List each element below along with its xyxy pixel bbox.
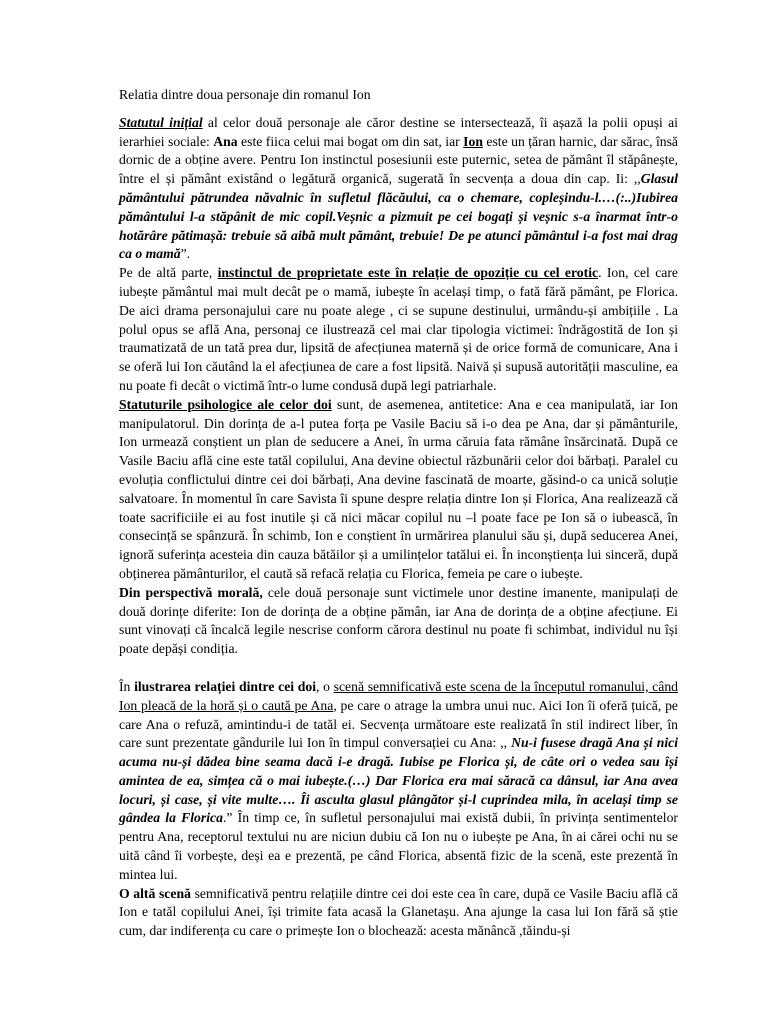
text-run: sunt, de asemenea, antitetice: Ana e cea manipulată, iar Ion manipulatorul. Din dorința de a-l putea forța pe Vasile Baciu să i-o dea pe Ana, dar și pământurile, Ion urmează conștient un plan de seducere a Anei, în urma căruia fata rămâne însărcinată. După ce Vasile Baciu află cine este tatăl copilului, Ana devine obiectul răzbunării celor doi bărbați. Paralel cu evoluția conflictului dintre cei doi bărbați, Ana devine fascinată de moarte, găsind-o ca unică soluție salvatoare. În momentul în care Savista îi spune despre relația dintre Ion și Florica, Ana realizează că toate sacrificiile ei au fost inutile și că nici măcar copilul nu –l poate face pe Ion să o iubească, în consecință se spânzură. În schimb, Ion e conștient în urmărirea planului său și, după seducerea Anei, ignoră suferința acesteia din cauza bătăilor și a umilințelor tatălui ei. În inconștiența lui sinceră, după obținerea pământurilor, el caută să refacă relația cu Florica, femeia pe care o iubește. bbox=[119, 396, 678, 581]
paragraph bbox=[119, 396, 678, 584]
paragraph bbox=[119, 264, 678, 396]
emphasized-text-run: Ion bbox=[463, 133, 483, 149]
text-run: În bbox=[119, 678, 135, 694]
text-run: ”. bbox=[180, 246, 191, 262]
emphasized-text-run: O altă scenă bbox=[119, 885, 191, 901]
paragraph-spacer bbox=[119, 659, 678, 678]
text-run: .” În timp ce, în sufletul personajului mai există dubii, în privința sentimentelor pentru Ana, receptorul textului nu are niciun dubiu că Ion nu o iubește pe Ana, în ai cărei ochi nu se uită când îi vorbește, deși ea e prezentă, pe când Florica, absentă fizic de la scenă, este prezentă în mintea lui. bbox=[119, 810, 678, 882]
emphasized-text-run: Nu-i fusese dragă Ana și nici acuma nu-și dădea bine seama dacă i-e dragă. Iubise pe Florica și, de câte ori o vedea sau își amintea de ea, simțea că o mai iubește.(…) Dar Florica era mai săracă ca dânsul, iar Ana avea locuri, și case, și vite multe…. Îi asculta glasul plângător și-l cuprindea mila, în același timp se gândea la Florica bbox=[119, 735, 678, 826]
emphasized-text-run: scenă semnificativă este scena de la începutul romanului, când Ion pleacă de la horă și o caută pe Ana bbox=[119, 678, 679, 713]
document-body bbox=[119, 114, 678, 941]
emphasized-text-run: Statutul inițial bbox=[119, 114, 203, 130]
emphasized-text-run: Glasul pământului pătrundea năvalnic în sufletul flăcăului, ca o chemare, copleșindu-l.…(:..)Iubirea pământului l-a stăpânit de mic copil.Veșnic a pizmuit pe cei bogați și veșnic s-a înarmat într-o hotărâre pătimașă: trebuie să aibă mult pământ, trebuie! De pe atunci pământul i-a fost mai drag ca o mamă bbox=[119, 171, 678, 262]
text-run: Pe de altă parte, bbox=[119, 265, 218, 281]
paragraph bbox=[119, 584, 678, 659]
document-title: Relatia dintre doua personaje din romanul Ion bbox=[119, 87, 371, 102]
text-run: , o bbox=[316, 678, 334, 694]
emphasized-text-run: Statuturile psihologice ale celor doi bbox=[119, 396, 332, 412]
paragraph bbox=[119, 885, 678, 941]
text-run: cele două personaje sunt victimele unor destine imanente, manipulați de două dorințe diferite: Ion de dorința de a obține pămân, iar Ana de dorința de a obține afecțiune. Ei sunt vinovați că încalcă legile nescrise conform cărora destinul nu poate fi schimbat, individul nu își poate depăși condiția. bbox=[119, 584, 679, 657]
emphasized-text-run: ilustrarea relației dintre cei doi bbox=[134, 678, 317, 694]
emphasized-text-run: Din perspectivă morală, bbox=[119, 584, 263, 600]
paragraph bbox=[119, 114, 678, 264]
text-run: este un țăran harnic, dar sărac, însă dornic de a obține avere. Pentru Ion instinctul posesiunii este puternic, setea de pământ îl stăpânește, între el și pământ existând o legătură organică, sugerată în secvența a doua din cap. Ii: ,, bbox=[119, 133, 678, 187]
text-run: semnificativă pentru relațiile dintre cei doi este cea în care, după ce Vasile Baciu află că Ion e tatăl copilului Anei, își trimite fata acasă la Glanetașu. Ana ajunge la casa lui Ion fără să știe cum, dar indiferența cu care o primește Ion o blochează: acesta mănâncă ,tăindu-și bbox=[119, 885, 678, 939]
text-run: , pe care o atrage la umbra unui nuc. Aici Ion îi oferă țuică, pe care Ana o refuză, amintindu-i de tatăl ei. Secvența următoare este realizată în stil indirect liber, în care sunt prezentate gândurile lui Ion în timpul conversației cu Ana: ,, bbox=[119, 697, 678, 751]
text-run: . Ion, cel care iubește pământul mai mult decât pe o mamă, iubește în același timp, o fată fără pământ, pe Florica. De aici drama personajului care nu poate alege , ci se supune destinului, urmându-și ambițiile . La polul opus se află Ana, personaj ce ilustrează cel mai clar tipologia victimei: îndrăgostită de Ion și traumatizată de un tată prea dur, lipsită de afecțiunea maternă și de orice formă de comunicare, Ana i se oferă lui Ion căutând la el afecțiunea de care a fost lipsită. Naivă și supusă autorității masculine, ea nu poate fi decât o victimă într-o lume condusă după legi patriarhale. bbox=[119, 265, 679, 393]
paragraph bbox=[119, 678, 678, 885]
emphasized-text-run: Ana bbox=[213, 133, 238, 149]
text-run: este fiica celui mai bogat om din sat, iar bbox=[237, 133, 464, 149]
emphasized-text-run: instinctul de proprietate este în relație de opoziție cu cel erotic bbox=[217, 265, 599, 281]
text-run: al celor două personaje ale căror destine se intersectează, îi așază la polii opuși ai ierarhiei sociale: bbox=[119, 114, 678, 149]
